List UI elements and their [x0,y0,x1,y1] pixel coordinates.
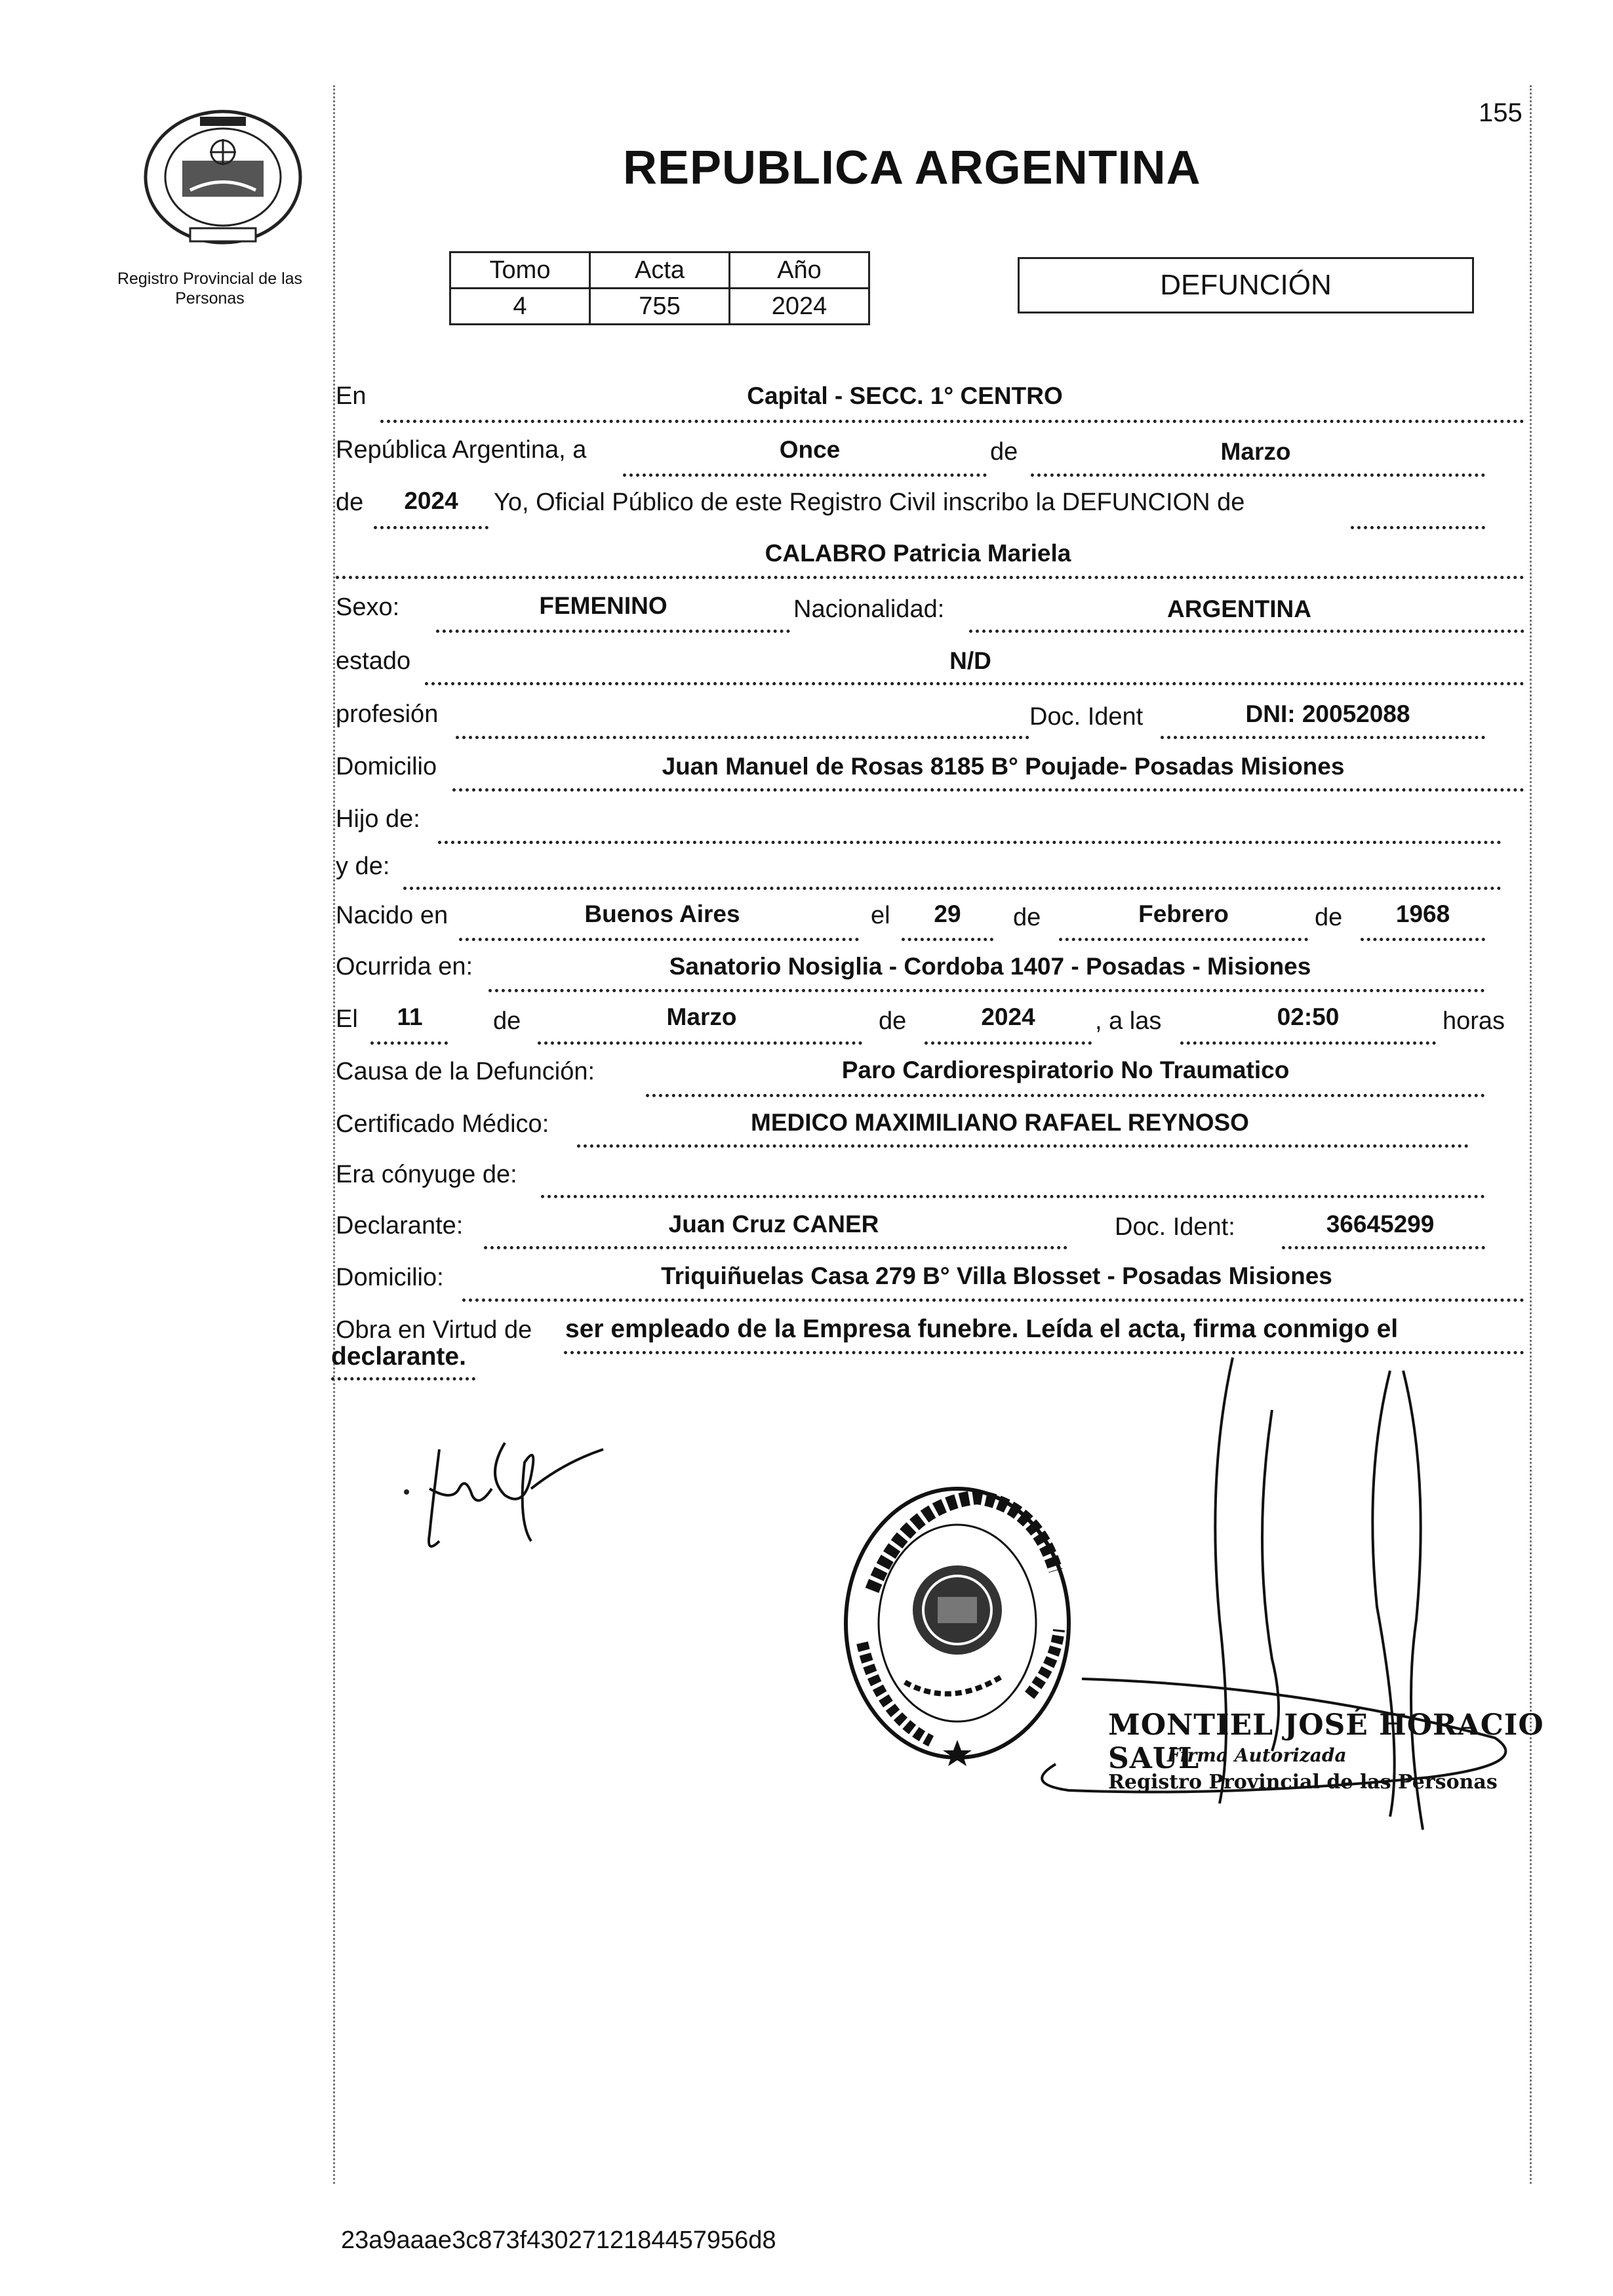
value-anio: 2024 [730,289,869,325]
value-nacido-lugar: Buenos Aires [584,900,740,927]
label-de: de [990,438,1018,466]
header-tomo: Tomo [450,252,590,289]
line-sexo [436,630,790,633]
label-el-cap: El [336,1005,358,1033]
line-fallec-dia [370,1041,448,1045]
header-anio: Año [730,252,869,289]
line-profesion [456,736,1029,739]
label-causa: Causa de la Defunción: [336,1058,595,1085]
label-doc-ident: Doc. Ident [1029,703,1144,731]
page-title: REPUBLICA ARGENTINA [623,142,1201,194]
label-doc-ident-decl: Doc. Ident: [1115,1213,1235,1241]
value-mes: Marzo [1220,438,1291,465]
value-obra-2: declarante. [331,1342,466,1371]
label-horas: horas [1443,1007,1505,1035]
value-dia-letras: Once [779,436,841,463]
label-domicilio-decl: Domicilio: [336,1264,444,1291]
value-declarante-doc: 36645299 [1326,1211,1435,1238]
line-dia [623,473,987,477]
value-certificado: MEDICO MAXIMILIANO RAFAEL REYNOSO [751,1109,1249,1136]
line-nacido-dia [902,938,993,941]
value-fallec-dia: 11 [397,1003,423,1030]
label-conyuge: Era cónyuge de: [336,1161,517,1188]
line-nacionalidad [969,630,1524,633]
label-de-nac-mes: de [1013,904,1041,931]
label-sexo: Sexo: [336,594,400,621]
line-after-defuncion [1351,526,1485,529]
tomo-acta-anio-table [449,251,870,325]
line-dni [1161,736,1485,739]
line-nacido-anio [1361,938,1485,941]
label-hijo-de: Hijo de: [336,805,420,833]
declarant-signature [393,1423,616,1581]
label-obra-en-virtud: Obra en Virtud de [336,1316,532,1344]
line-nombre [336,576,1524,579]
label-yo-oficial: Yo, Oficial Público de este Registro Civil inscribo la DEFUNCION de [494,489,1245,516]
value-nacido-dia: 29 [934,900,961,927]
label-certificado: Certificado Médico: [336,1110,549,1138]
official-name: MONTIEL JOSÉ HORACIO SAUL [1108,1708,1544,1775]
label-el: el [871,902,890,929]
label-declarante: Declarante: [336,1212,464,1239]
value-nacionalidad: ARGENTINA [1167,595,1311,622]
value-declarante-domicilio: Triquiñuelas Casa 279 B° Villa Blosset - Posadas Misiones [661,1262,1332,1289]
left-margin-line [333,85,335,2184]
right-margin-line [1530,85,1532,2184]
line-declarante-domicilio [462,1299,1524,1302]
value-nombre: CALABRO Patricia Mariela [765,540,1071,567]
value-dni: DNI: 20052088 [1245,700,1410,727]
label-a-las: , a las [1095,1007,1162,1035]
line-domicilio [452,788,1524,792]
label-profesion: profesión [336,700,439,728]
value-obra-1: ser empleado de la Empresa funebre. Leída el acta, firma conmigo el [565,1315,1399,1343]
line-fallec-mes [538,1041,862,1045]
registry-name: Registro Provincial de las Personas [117,270,303,308]
line-nacido-lugar [459,938,859,941]
official-role: Firma Autorizada [1167,1744,1347,1766]
label-y-de: y de: [336,853,390,880]
line-causa [646,1094,1485,1097]
line-obra-2 [331,1377,475,1380]
value-declarante: Juan Cruz CANER [668,1211,879,1238]
line-en [380,420,1524,423]
label-nacido-en: Nacido en [336,902,448,929]
label-estado: estado [336,647,411,675]
label-de-fallec-mes: de [493,1007,521,1035]
value-estado: N/D [949,647,991,674]
page-number: 155 [1479,98,1523,127]
act-type-box: DEFUNCIÓN [1018,257,1474,313]
line-declarante-doc [1282,1246,1485,1249]
value-causa: Paro Cardiorespiratorio No Traumatico [841,1057,1290,1083]
line-estado [425,682,1524,685]
label-republica: República Argentina, a [336,436,587,464]
line-conyuge [541,1195,1485,1198]
value-lugar: Capital - SECC. 1° CENTRO [747,382,1063,409]
header-acta: Acta [590,252,730,289]
line-ocurrida [488,989,1485,992]
value-ocurrida: Sanatorio Nosiglia - Cordoba 1407 - Posadas - Misiones [669,953,1311,980]
value-nacido-anio: 1968 [1395,900,1450,927]
official-org: Registro Provincial de las Personas [1108,1771,1498,1794]
line-anio [374,526,488,529]
line-y-de [403,887,1502,890]
label-de-fallec-anio: de [879,1007,907,1035]
label-nacionalidad: Nacionalidad: [793,595,945,623]
line-nacido-mes [1059,938,1308,941]
value-nacido-mes: Febrero [1138,900,1229,927]
value-hora: 02:50 [1277,1003,1340,1030]
line-hijo-de [438,841,1502,844]
label-de-nac-anio: de [1315,904,1343,931]
value-acta: 755 [590,289,730,325]
label-domicilio: Domicilio [336,753,437,780]
value-sexo: FEMENINO [539,592,667,619]
line-declarante [484,1246,1067,1249]
province-seal [131,105,315,249]
value-tomo: 4 [450,289,590,325]
value-anio: 2024 [404,487,458,514]
line-mes [1031,473,1485,477]
value-domicilio: Juan Manuel de Rosas 8185 B° Poujade- Posadas Misiones [662,753,1345,780]
line-hora [1180,1041,1436,1045]
document-hash: 23a9aaae3c873f4302712184457956d8 [341,2226,776,2254]
label-ocurrida-en: Ocurrida en: [336,953,473,980]
label-en: En [336,382,367,410]
line-certificado [577,1144,1469,1148]
line-fallec-anio [925,1041,1092,1045]
label-de-anio: de [336,489,364,516]
value-fallec-mes: Marzo [666,1003,737,1030]
value-fallec-anio: 2024 [981,1003,1035,1030]
